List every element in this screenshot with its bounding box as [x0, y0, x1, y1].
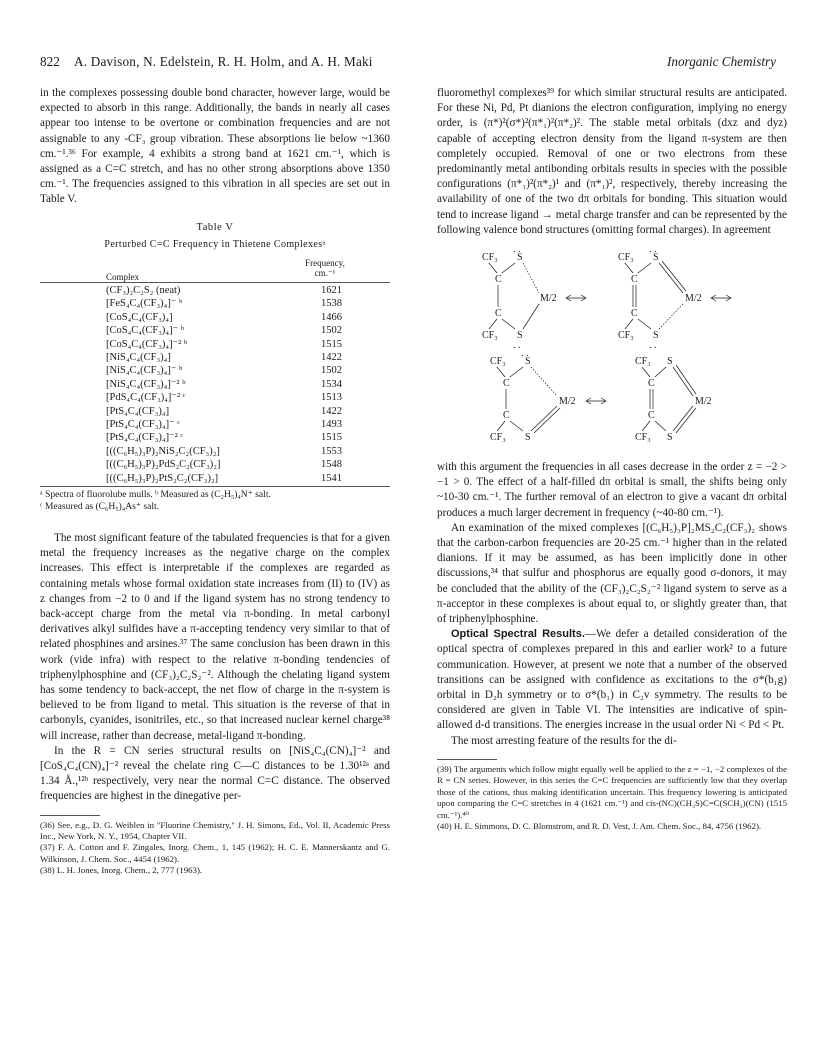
footnote-38: (38) L. H. Jones, Inorg. Chem., 2, 777 (1963).: [40, 865, 203, 876]
footnote-39: (39) The arguments which follow might equally well be applied to the z = −1, −2 complexes of the R = CN series. However, in this series the C=C frequencies are sufficiently low that they overlap those of the cations, thus making identification uncertain. This frequency lowering is anticipated upon comparing the C=C stretches in 4 (1621 cm.⁻¹) and cis-(NC)(CH₃S)C=C(SCH₃)(CN) (1515 cm.⁻¹).⁴⁰: [437, 763, 787, 820]
frequency-cell: 1422: [321, 351, 342, 363]
right-column: [437, 86, 787, 832]
vb-structure: [618, 246, 731, 351]
table-row: [40, 417, 390, 430]
paragraph: fluoromethyl complexes³⁹ for which similar structural results are anticipated. For these Ni, Pd, Pt dianions the electron configuration, implying no energy order, is (π*)²(σ*)²(π*₁)²(π*₂)². The stable metal orbitals (dxz and dyz) capable of accepting electron density from the ligand π-system are then completely occupied. Removal of one or two electrons from these predominantly metal antibonding orbitals results in species with the possible configurations (π*₁)²(π*₂)¹ and (π*₁)², respectively, thereby increasing the availability of one of the two dπ orbitals for bonding. This situation would tend to increase ligand → metal charge transfer and can be represented by the following valence bond structures (omitting formal charges). In agreement: [437, 87, 787, 236]
complex-cell: (CF₃)₂C₂S₂ (neat): [106, 285, 181, 297]
frequency-cell: 1466: [321, 311, 342, 323]
electron-dots: . .: [649, 246, 657, 256]
frequency-cell: 1538: [321, 298, 342, 310]
table-caption: Table V: [196, 221, 234, 233]
table-row: [40, 390, 390, 403]
complex-cell: [CoS₄C₄(CF₃)₄]: [106, 311, 173, 323]
carbon-label: C: [495, 274, 502, 286]
paragraph: [437, 627, 787, 733]
table-row: [40, 457, 390, 470]
table-header: [40, 256, 390, 283]
table-row: [40, 404, 390, 417]
frequency-cell: 1621: [321, 285, 342, 297]
cf3-label: CF₃: [482, 252, 498, 264]
frequency-cell: 1548: [321, 459, 342, 471]
column-header-complex: Complex: [106, 272, 139, 283]
table-footnotes: [40, 486, 390, 513]
table-row: [40, 377, 390, 390]
table-body: [40, 283, 390, 484]
frequency-cell: 1502: [321, 365, 342, 377]
table-row: [40, 350, 390, 363]
paragraph: In the R = CN series structural results on [NiS₄C₄(CN)₄]⁻² and [CoS₄C₄(CN)₄]⁻² reveal the chelate ring C—C distances to be 1.30¹²ᵃ and 1.34 Å.,¹²ᵇ respectively, very near the normal C=C distance. The observed frequencies are highest in the dinegative per-: [40, 744, 390, 803]
metal-label: M/2: [559, 396, 576, 408]
complex-cell: [PtS₄C₄(CF₃)₄]⁻ ᶜ: [106, 418, 180, 430]
cf3-label: CF₃: [618, 252, 634, 264]
table-row: [40, 471, 390, 484]
table-row: [40, 337, 390, 350]
sulfur-label: S: [517, 252, 523, 264]
table-row: [40, 310, 390, 323]
complex-cell: [((C₆H₅)₃P)₂PdS₂C₂(CF₃)₂]: [106, 459, 221, 471]
table-row: [40, 430, 390, 443]
electron-dots: . .: [513, 246, 521, 256]
complex-cell: [PtS₄C₄(CF₃)₄]⁻² ᶜ: [106, 432, 184, 444]
section-heading: Optical Spectral Results.: [451, 628, 585, 641]
complex-cell: [CoS₄C₄(CF₃)₄]⁻ ᵇ: [106, 325, 184, 337]
frequency-cell: 1513: [321, 392, 342, 404]
frequency-cell: 1553: [321, 445, 342, 457]
cf3-label: CF₃: [618, 330, 634, 342]
complex-cell: [NiS₄C₄(CF₃)₄]⁻ ᵇ: [106, 365, 183, 377]
table-footnote: ᵃ Spectra of fluorolube mulls. ᵇ Measured as (C₂H₅)₄N⁺ salt.: [40, 488, 271, 500]
cf3-label: CF₃: [490, 356, 506, 368]
sulfur-label: S: [525, 432, 531, 444]
paragraph: in the complexes possessing double bond character, however large, would be expected to absorb in this range. Additionally, the bands in nearly all cases appear too intense to be overtone or combination frequencies and are not assignable to any -CF₃ group vibration. These absorptions lie below ~1360 cm.⁻¹.³⁶ For example, 4 exhibits a strong band at 1621 cm.⁻¹, which is assigned as a C=C stretch, and has no other strong absorptions above 1350 cm.⁻¹. The frequencies assigned to this vibration in all species are set out in Table V.: [40, 87, 390, 206]
metal-label: M/2: [695, 396, 712, 408]
table-row: [40, 296, 390, 309]
frequency-cell: 1515: [321, 338, 342, 350]
valence-bond-structures: [437, 246, 787, 454]
cf3-label: CF₃: [482, 330, 498, 342]
frequency-cell: 1502: [321, 325, 342, 337]
valence-bond-diagram: [437, 246, 787, 454]
frequency-cell: 1493: [321, 418, 342, 430]
column-header-frequency: Frequency, cm.⁻¹: [305, 258, 345, 279]
complex-cell: [CoS₄C₄(CF₃)₄]⁻² ᵇ: [106, 338, 188, 350]
vb-structure: [490, 348, 606, 443]
footnote-37: (37) F. A. Cotton and F. Zingales, Inorg. Chem., 1, 145 (1962); H. C. E. Mannerskantz and G. Wilkinson, J. Chem. Soc., 4454 (1962).: [40, 842, 390, 864]
table-row: [40, 444, 390, 457]
frequency-cell: 1534: [321, 378, 342, 390]
cf3-label: CF₃: [635, 356, 651, 368]
running-authors: A. Davison, N. Edelstein, R. H. Holm, and A. H. Maki: [74, 54, 373, 69]
electron-dots: . .: [649, 340, 657, 352]
paragraph: with this argument the frequencies in all cases decrease in the order z = −2 > −1 > 0. The effect of a half-filled dπ orbital is small, the shifts being only ~10-30 cm.⁻¹. The further removal of an electron to give a vacant dπ orbital produces a much larger decrement in frequency (~40-80 cm.⁻¹).: [437, 461, 787, 519]
sulfur-label: S: [517, 330, 523, 342]
metal-label: M/2: [540, 293, 557, 305]
table-title: Perturbed C=C Frequency in Thietene Complexesᵃ: [104, 238, 326, 250]
table-row: [40, 283, 390, 296]
complex-cell: [FeS₄C₄(CF₃)₄]⁻ ᵇ: [106, 298, 183, 310]
paragraph: The most arresting feature of the results for the di-: [451, 734, 677, 747]
electron-dots: . .: [521, 348, 529, 360]
page-header: [40, 54, 776, 72]
carbon-label: C: [631, 308, 638, 320]
journal-name: Inorganic Chemistry: [666, 54, 776, 69]
left-column: [40, 86, 390, 877]
frequency-cell: 1515: [321, 432, 342, 444]
carbon-label: C: [503, 410, 510, 422]
carbon-label: C: [631, 274, 638, 286]
complex-cell: [((C₆H₅)₃P)₂PtS₂C₂(CF₃)₂]: [106, 472, 219, 484]
complex-cell: [PdS₄C₄(CF₃)₄]⁻² ᶜ: [106, 392, 186, 404]
electron-dots: . .: [513, 340, 521, 352]
sulfur-label: S: [667, 356, 673, 368]
table-v: [40, 220, 390, 513]
carbon-label: C: [648, 410, 655, 422]
sulfur-label: S: [667, 432, 673, 444]
carbon-label: C: [648, 378, 655, 390]
footnote-40: (40) H. E. Simmons, D. C. Blomstrom, and R. D. Vest, J. Am. Chem. Soc., 84, 4756 (1962).: [437, 820, 762, 831]
paragraph-text: —We defer a detailed consideration of the optical spectra of complexes prepared in this and earlier work² to a future communication. However, at present we note that a number of the observed transitions can be assigned with confidence as excitations to the σ*(b₁g) orbital in D₂h symmetry or to σ*(b₁) in C₂v symmetry. The results to be considered are given in Table VI. The intensities are indicative of spin-allowed d-d transitions. The energies increase in the usual order Ni < Pd < Pt.: [437, 628, 787, 732]
page-number: 822: [40, 54, 60, 69]
paragraph: The most significant feature of the tabulated frequencies is that for a given metal the frequency increases as the negative charge on the complex increases. This effect is interpretable if the complexes are regarded as containing metals whose formal oxidation state increases from (II) to (IV) as z changes from −2 to 0 and if the ligand system has no strong tendency to back-accept charge from the metal via π-bonding. In metal carbonyl derivatives alkyl sulfides have a π-accepting tendency very similar to that of related phosphines and arsines.³⁷ The same conclusion has been drawn in this work (vide infra) with respect to the relative π-bonding tendencies of triphenylphosphine and (CF₃)₂C₂S₂⁻². Although the chelating ligand system has some tendency to back-accept, the net flow of charge in the π-system is believed to be from ligand to metal. This situation is the reverse of that in carbonyls, cyanides, isonitriles, etc., so that increased nuclear kernel charge³⁸ will increase, rather than decrease, metal-ligand π-bonding.: [40, 531, 390, 742]
sulfur-label: S: [653, 330, 659, 342]
complex-cell: [NiS₄C₄(CF₃)₄]: [106, 351, 171, 363]
sulfur-label: S: [653, 252, 659, 264]
complex-cell: [((C₆H₅)₃P)₂NiS₂C₂(CF₃)₂]: [106, 445, 220, 457]
complex-cell: [NiS₄C₄(CF₃)₄]⁻² ᵇ: [106, 378, 186, 390]
table-row: [40, 323, 390, 336]
cf3-label: CF₃: [635, 432, 651, 444]
cf3-label: CF₃: [490, 432, 506, 444]
paragraph: An examination of the mixed complexes [(C₆H₅)₃P]₂MS₂C₂(CF₃)₂ shows that the carbon-carbon frequencies are 20-25 cm.⁻¹ higher than in the related dianions. If it may be assumed, as has been implicitly done in other discussions,³⁴ that sulfur and phosphorus are equally good σ-donors, it may be concluded that the ability of the (CF₃)₂C₂S₂⁻² ligand system to serve as a π-acceptor in these complexes is about equal to, or slightly greater than, that of triphenylphosphine.: [437, 521, 787, 626]
table-footnote: ᶜ Measured as (C₆H₅)₄As⁺ salt.: [40, 500, 160, 512]
vb-structure: [635, 356, 712, 443]
carbon-label: C: [503, 378, 510, 390]
sulfur-label: S: [525, 356, 531, 368]
frequency-cell: 1541: [321, 472, 342, 484]
footnote-36: (36) See, e.g., D. G. Weiblen in "Fluorine Chemistry," J. H. Simons, Ed., Vol. II, Academic Press Inc., New York, N. Y., 1954, Chapter VII.: [40, 819, 390, 841]
vb-structure: [482, 246, 586, 351]
table-row: [40, 363, 390, 376]
carbon-label: C: [495, 308, 502, 320]
footnote-rule: [40, 815, 100, 816]
metal-label: M/2: [685, 293, 702, 305]
frequency-cell: 1422: [321, 405, 342, 417]
footnote-rule: [437, 759, 497, 760]
complex-cell: [PtS₄C₄(CF₃)₄]: [106, 405, 170, 417]
